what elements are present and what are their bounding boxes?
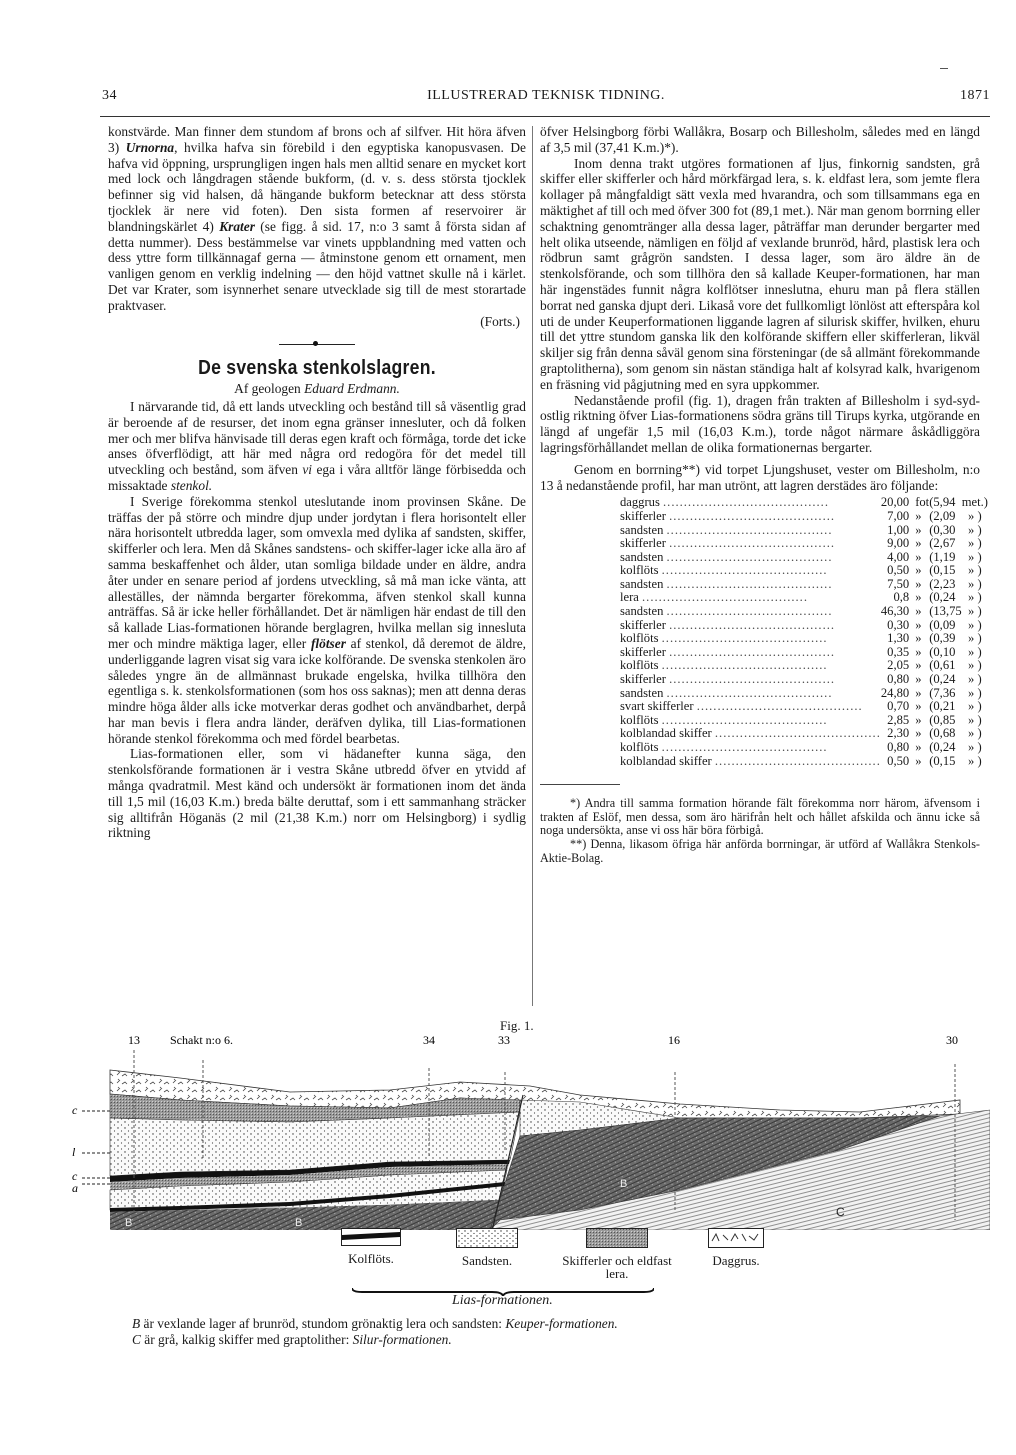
left-column (108, 124, 526, 841)
author-name: Eduard Erdmann. (304, 381, 400, 397)
unit-fot: » (915, 658, 922, 673)
layer-name: skifferler ........................................ (620, 645, 836, 659)
legend-item-kolflots (330, 1228, 412, 1265)
layer-name: kolflöts ........................................ (620, 713, 828, 727)
boring-table-row (620, 619, 988, 633)
continuation-paragraph (108, 124, 526, 314)
unit-fot: » (915, 740, 922, 755)
thickness-met: (0,09 (929, 617, 956, 632)
boring-table-row (620, 564, 988, 578)
footnote-1: *) Andra till samma formation hörande fält förekomma norr härom, äfvensom i trakten af Eslöf, men dessa, som äro härifrån helt och hållet afskilda och ännu icke så noga undersökta, anse vi oss här böra förbigå. (540, 796, 980, 838)
unit-met: » ) (968, 699, 982, 714)
unit-met: » ) (968, 658, 982, 673)
region-label-b-3: B (620, 1178, 628, 1190)
note-formation: Keuper-formationen. (505, 1316, 618, 1331)
byline (108, 381, 526, 397)
unit-met: » ) (968, 712, 982, 727)
boring-table-row (620, 524, 988, 538)
geological-profile-figure (60, 1030, 990, 1230)
unit-fot: » (915, 753, 922, 768)
legend-item-skifferler (554, 1228, 680, 1280)
unit-met: » ) (968, 685, 982, 700)
thickness-met: (0,39 (929, 631, 956, 646)
layer-name: lera ........................................ (620, 591, 808, 605)
thickness-met: (2,09 (929, 508, 956, 523)
unit-met: » ) (968, 740, 982, 755)
borehole-label-16: 16 (668, 1033, 680, 1047)
page-number: 34 (102, 88, 117, 103)
thickness-fot: 0,35 (887, 644, 910, 659)
footnote-2: **) Denna, likasom öfriga här anförda borrningar, är utförd af Wallåkra Stenkols-Aktie-Bolag. (540, 836, 980, 865)
thickness-fot: 7,00 (887, 508, 910, 523)
region-label-b-2: B (295, 1217, 303, 1229)
text-run: ega i våra alltför länge förbisedda och missaktade (108, 462, 526, 493)
footnote-rule (540, 784, 620, 785)
boring-table-row (620, 700, 988, 714)
legend-label: Skifferler och eldfast lera. (562, 1253, 672, 1281)
thickness-fot: 2,30 (887, 726, 910, 741)
layer-name: kolflöts ........................................ (620, 564, 828, 578)
layer-name: kolblandad skiffer ........................................ (620, 727, 881, 741)
coal-seam-swatch-icon (341, 1228, 401, 1246)
region-label-b-1: B (125, 1217, 133, 1229)
byline-prefix: Af geologen (234, 381, 305, 397)
layer-name: kolblandad skiffer ........................................ (620, 754, 881, 768)
thickness-met: (0,21 (929, 699, 956, 714)
emphasized-term: vi (302, 462, 313, 478)
unit-met: » ) (968, 753, 982, 768)
thickness-fot: 4,00 (887, 549, 910, 564)
unit-fot: » (915, 726, 922, 741)
borehole-label-30: 30 (946, 1033, 958, 1047)
thickness-met: (0,85 (929, 712, 956, 727)
borehole-label-34: 34 (423, 1033, 435, 1047)
thickness-met: (2,67 (929, 536, 956, 551)
thickness-fot: 1,30 (887, 631, 910, 646)
unit-fot: » (915, 699, 922, 714)
side-label-l: l (72, 1145, 76, 1159)
unit-fot: » (915, 549, 922, 564)
boring-table (620, 496, 988, 768)
text-run: I närvarande tid, då ett lands utveckling och bestånd till så väsentlig grad är beroende af de resurser, det inom egna gränser innesluter, och då folken mer och mer blifva hänvisade till deras egen kraft och förmåga, torde det icke anses öfverflödigt, att här med några ord redogöra för det medel till utveckling och bestånd, som äfven (108, 398, 526, 478)
thickness-met: (0,68 (929, 726, 956, 741)
thickness-fot: 46,30 (880, 604, 910, 619)
layer-name: kolflöts ........................................ (620, 632, 828, 646)
thickness-fot: 24,80 (880, 685, 910, 700)
section-ornament (279, 344, 355, 349)
year: 1871 (960, 88, 990, 103)
thickness-fot: 2,85 (887, 712, 910, 727)
layer-name: skifferler ........................................ (620, 537, 836, 551)
thickness-met: (0,24 (929, 672, 956, 687)
thickness-met: (0,61 (929, 658, 956, 673)
boring-table-row (620, 496, 988, 510)
unit-met: » ) (968, 631, 982, 646)
layer-name: sandsten ........................................ (620, 605, 833, 619)
boring-table-row (620, 673, 988, 687)
article-paragraph-1 (108, 399, 526, 494)
boring-table-row (620, 646, 988, 660)
unit-met: » ) (968, 604, 982, 619)
unit-met: » ) (968, 576, 982, 591)
side-label-arrows (82, 1111, 110, 1184)
unit-fot: » (915, 576, 922, 591)
thickness-fot: 20,00 (880, 495, 910, 510)
sandstone-swatch-icon (456, 1228, 518, 1248)
unit-fot: » (915, 522, 922, 537)
boring-table-row (620, 578, 988, 592)
header-rule (100, 116, 990, 117)
thickness-met: (1,19 (929, 549, 956, 564)
boring-table-row (620, 632, 988, 646)
article-title: De svenska stenkolslagren. (198, 357, 436, 380)
layer-name: sandsten ........................................ (620, 577, 833, 591)
unit-met: » ) (968, 672, 982, 687)
lias-formation-label: Lias-formationen. (452, 1293, 553, 1308)
thickness-fot: 0,50 (887, 753, 910, 768)
layer-name: sandsten ........................................ (620, 523, 833, 537)
layer-name: sandsten ........................................ (620, 550, 833, 564)
legend-label: Kolflöts. (348, 1251, 394, 1266)
boring-table-row (620, 727, 988, 741)
right-paragraph-2: Inom denna trakt utgöres formationen af ljus, finkornig sandsten, grå skiffer eller skifferler och hård mörkfärgad lera, s. k. eldfast lera, som jemte flera kollager på mångfaldigt sätt vexla med hvarandra, och som tillsammans ega en mäktighet af till och med öfver 300 fot (89,1 met.). När man genom borrning eller schaktning genomtränger alla dessa lager, påträffar man derunder bergarter med helt olika utseende, nämligen en följd af vexlande brunröd, hård, plastisk lera och rödbrun samt grågrön sandsten. I dessa lager, som äro äldre än de stenkolsförande, och som tillhöra den så kallade Keuper-formationen, har man här ingenstädes funnit några kolflötser inneslutna, ehuru man på flera ställen borrat ned ganska djupt deri. Likaså vore det fullkomligt lönlöst att efterspåra kol uti de under Keuperformationen liggande lagren af silurisk skiffer, hvilken, ehuru till det yttre stundom ganska lik den kolförande skiffern eller skifferleran, likväl skiljer sig från denna såväl genom sina försteningar (de så allmänt förekommande graptolitherna), som genom sin nästan ständiga halt af kolsyrad kalk, hvarigenom en fräsning vid pågjutning med en syra uppkommer. (540, 155, 980, 392)
layer-name: daggrus ........................................ (620, 496, 829, 510)
thickness-fot: 0,70 (887, 699, 910, 714)
boring-table-row (620, 510, 988, 524)
layer-name: kolflöts ........................................ (620, 741, 828, 755)
layer-name: kolflöts ........................................ (620, 659, 828, 673)
thickness-fot: 0,30 (887, 617, 910, 632)
legend-item-daggrus (698, 1228, 774, 1267)
boring-table-row (620, 537, 988, 551)
boring-table-row (620, 755, 988, 769)
layer-name: skifferler ........................................ (620, 673, 836, 687)
borehole-label-schakt-6: Schakt n:o 6. (170, 1033, 233, 1047)
thickness-met: (0,15 (929, 753, 956, 768)
page-header (102, 88, 990, 110)
thickness-met: (13,75 (929, 604, 962, 619)
thickness-fot: 0,80 (887, 672, 910, 687)
thickness-fot: 2,05 (887, 658, 910, 673)
legend-label: Daggrus. (712, 1253, 760, 1268)
unit-fot: » (915, 672, 922, 687)
layer-name: skifferler ........................................ (620, 618, 836, 632)
unit-met: » ) (968, 726, 982, 741)
unit-met: » ) (968, 617, 982, 632)
thickness-fot: 0,50 (887, 563, 910, 578)
right-paragraph-4: Genom en borrning**) vid torpet Ljungshuset, vester om Billesholm, n:o 13 å nedanstående profil, har man utrönt, att lagren derstädes äro följande: (540, 461, 980, 493)
unit-fot: » (915, 617, 922, 632)
note-text: är grå, kalkig skiffer med graptolither: (140, 1332, 353, 1347)
boring-table-row (620, 687, 988, 701)
text-run: af stenkol, då deremot de äldre, underliggande lagren visat sig vara icke kolförande. De svenska stenkolen äro således yngre än de allmännast brukade engelska, hvilka tillhöra den egentliga s. k. stenkolsformationen (som hos oss saknas); men att denna deras mindre höga ålder alls icke motverkar deras godhet och användbarhet, derpå har man bevis i flera andra länder, deräfven dylika, till Lias-formationen hörande stenkol förekomma och med fördel bearbetas. (108, 635, 526, 746)
unit-met: » ) (968, 522, 982, 537)
side-label-c-upper: c (72, 1103, 78, 1117)
note-letter: C (132, 1332, 141, 1347)
legend-item-sandsten (442, 1228, 532, 1267)
unit-met: met.) (961, 495, 988, 510)
thickness-fot: 0,8 (893, 590, 910, 605)
unit-met: » ) (968, 536, 982, 551)
note-text: är vexlande lager af brunröd, stundom grönaktig lera och sandsten: (140, 1316, 506, 1331)
legend-label: Sandsten. (461, 1253, 513, 1268)
article-paragraph-2 (108, 494, 526, 747)
thickness-fot: 1,00 (887, 522, 910, 537)
publication-title: ILLUSTRERAD TEKNISK TIDNING. (427, 88, 665, 103)
unit-fot: fot (915, 495, 930, 510)
emphasized-term: Krater (219, 218, 255, 234)
note-letter: B (132, 1316, 141, 1331)
unit-fot: » (915, 631, 922, 646)
thickness-met: (5,94 (929, 495, 956, 510)
unit-met: » ) (968, 644, 982, 659)
thickness-met: (2,23 (929, 576, 956, 591)
boring-table-row (620, 659, 988, 673)
borehole-label-13: 13 (128, 1033, 140, 1047)
text-run: Lias-formationen eller, som vi hädanefter kunna säga, den stenkolsförande formationen är i vestra Skåne utbredd öfver en ytvidd af många qvadratmil. Mest känd och undersökt är formationen inom det ända till 1,5 mil (16,03 K.m.) breda bälte deruttaf, som i ett sammanhang sträcker sig alltifrån Höganäs (2 mil (21,38 K.m.) norr om Helsingborg) i sydlig riktning (108, 746, 526, 841)
unit-fot: » (915, 563, 922, 578)
boring-table-row (620, 605, 988, 619)
thickness-fot: 7,50 (887, 576, 910, 591)
thickness-met: (0,30 (929, 522, 956, 537)
figure-legend (330, 1228, 790, 1308)
thickness-met: (0,10 (929, 644, 956, 659)
unit-fot: » (915, 536, 922, 551)
column-divider (532, 126, 533, 1006)
right-paragraph-1: öfver Helsingborg förbi Wallåkra, Bosarp och Billesholm, således med en längd af 3,5 mil (37,41 K.m.)*). (540, 124, 980, 155)
thickness-fot: 9,00 (887, 536, 910, 551)
article-paragraph-3 (108, 746, 526, 841)
unit-met: » ) (968, 508, 982, 523)
note-c (132, 1332, 618, 1348)
thickness-met: (0,15 (929, 563, 956, 578)
emphasized-term: Urnorna (125, 139, 175, 155)
unit-fot: » (915, 685, 922, 700)
unit-fot: » (915, 508, 922, 523)
scan-mark (940, 68, 948, 69)
unit-fot: » (915, 712, 922, 727)
thickness-met: (0,24 (929, 740, 956, 755)
note-formation: Silur-formationen. (352, 1332, 452, 1347)
region-label-c: C (836, 1205, 845, 1219)
boring-table-row (620, 741, 988, 755)
figure-caption: Fig. 1. (500, 1018, 534, 1033)
unit-fot: » (915, 604, 922, 619)
unit-met: » ) (968, 590, 982, 605)
boring-table-row (620, 551, 988, 565)
text-run: konstvärde. Man finner dem stundom af brons och af silfver. Hit höra äfven 3) (108, 124, 526, 155)
boring-table-row (620, 714, 988, 728)
boring-table-row (620, 591, 988, 605)
thickness-fot: 0,80 (887, 740, 910, 755)
figure-notes (132, 1316, 618, 1348)
right-column (540, 124, 988, 865)
emphasized-term: flötser (310, 635, 346, 651)
side-label-c-lower: c (72, 1169, 78, 1183)
unit-met: » ) (968, 549, 982, 564)
borehole-label-33: 33 (498, 1033, 510, 1047)
side-label-a: a (72, 1181, 78, 1195)
thickness-met: (7,36 (929, 685, 956, 700)
layer-name: sandsten ........................................ (620, 686, 833, 700)
text-run: I Sverige förekomma stenkol uteslutande inom provinsen Skåne. De träffas der på större och mindre djup under jordytan i flera horisontelt eller nära horisontelt utbredda lager, som omvexla med dylika af sandsten, skiffer, skifferler och lera. Men då Skånes sandstens- och skiffer-lager icke alla äro af samma beskaffenhet och ålder, utan somliga bildade under en äldre, andra åter under en senare period af jordens utveckling, så må man icke vänta, att alleställes, der nämnda bergarter förekomma, äfven stenkol skall kunna anträffas. Så är icke heller förhållandet. Det är nämligen här endast de till den så kallade Lias-formationen hörande berglagren, hvilka mellan sig innesluta mer och mindre mäktiga lager, eller (108, 493, 526, 651)
gravel-swatch-icon (708, 1228, 764, 1248)
unit-fot: » (915, 590, 922, 605)
thickness-met: (0,24 (929, 590, 956, 605)
text-run: , hvilka hafva sin förebild i den egyptiska kanopusvasen. De hafva vid öppning, ursprungligen ingen hals men alltid senare en mycket kort med lock och långdragen stående bukform, (d. v. s. dess största tjocklek befinner sig vid halsen, då hängande bukform betecknar att dess största tjocklek är nere vid foten). Den sista formen af reservoirer är blandningskärlet 4) (108, 139, 526, 234)
continued-marker: (Forts.) (480, 313, 520, 329)
unit-met: » ) (968, 563, 982, 578)
emphasized-term: stenkol. (170, 477, 213, 493)
shale-swatch-icon (586, 1228, 648, 1248)
text-run: (se figg. å sid. 17, n:o 3 samt å första sidan af detta nummer). Dess bestämmelse var vinets uppblandning med vatten och dess yttre form tillkännagaf gerna — åtminstone genom ett ornament, men vanligen genom en verklig indelning — den höjd vattnet skulle nå i kärlet. Det var Krater, som isynnerhet senare utvecklade sig till de mest storartade praktvaser. (108, 218, 526, 313)
unit-fot: » (915, 644, 922, 659)
right-paragraph-3: Nedanstående profil (fig. 1), dragen från trakten af Billesholm i syd-syd-ostlig riktning öfver Lias-formationens södra gräns till Tirups kyrka, utgörande en längd af ungefär 1,5 mil (16,03 K.m.), torde något närmare åskådliggöra lagringsförhållandet mellan de olika formationernas bergarter. (540, 392, 980, 455)
layer-name: skifferler ........................................ (620, 509, 836, 523)
note-b (132, 1316, 618, 1332)
layer-name: svart skifferler ........................................ (620, 700, 863, 714)
